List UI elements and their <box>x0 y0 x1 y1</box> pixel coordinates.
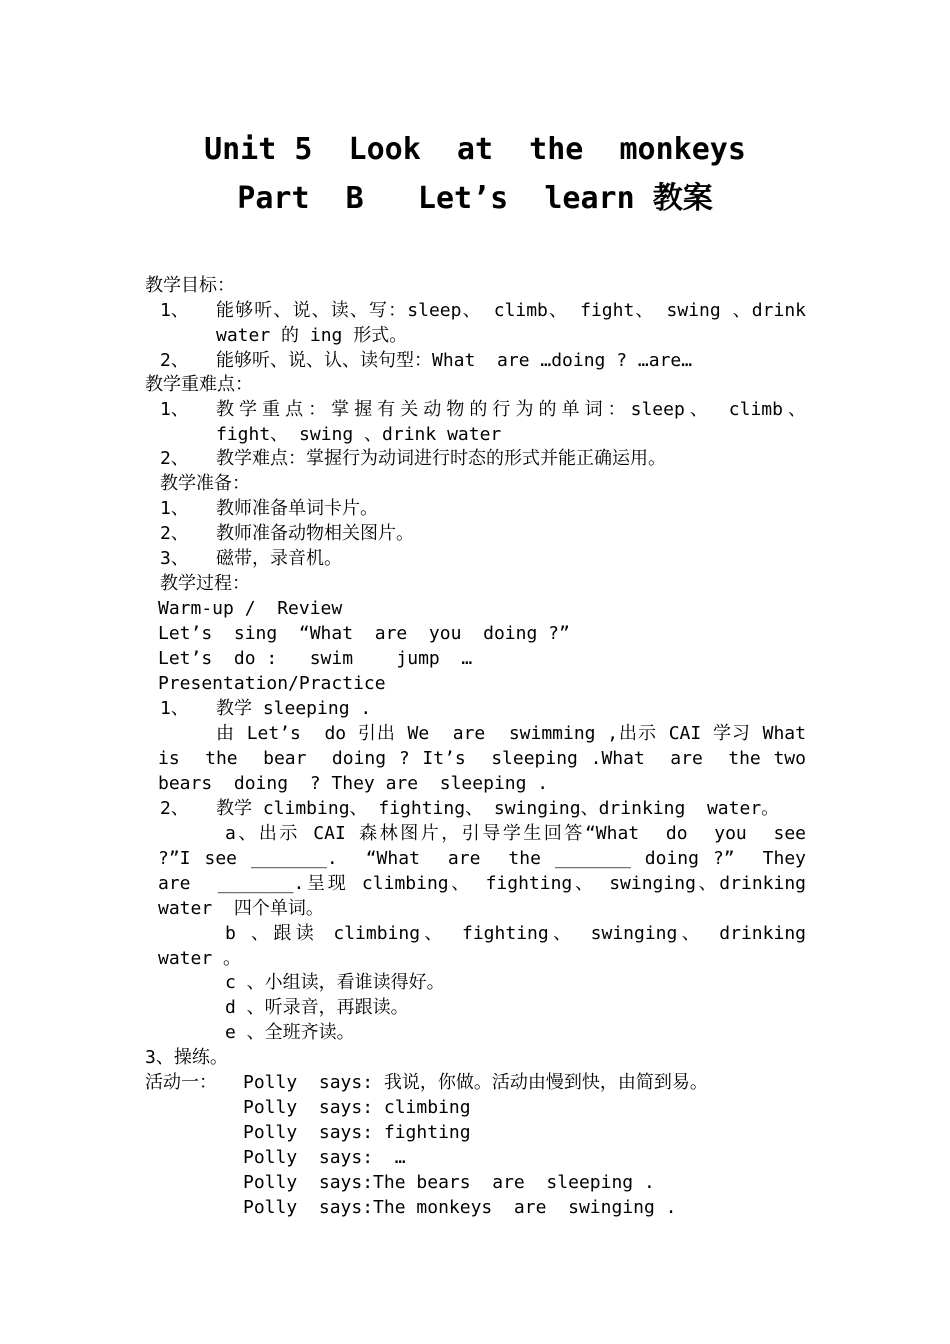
paragraph-line: bears doing ? They are sleeping . <box>158 773 549 794</box>
paragraph-line: e 、全班齐读。 <box>225 1022 355 1043</box>
paragraph-line: d 、听录音，再跟读。 <box>225 997 409 1018</box>
activity-line: Polly says: 我说，你做。活动由慢到快，由简到易。 <box>243 1072 708 1093</box>
list-number: 2、 <box>160 448 189 469</box>
list-item-text: 教学难点：掌握行为动词进行时态的形式并能正确运用。 <box>216 448 666 469</box>
list-number: 2、 <box>160 523 189 544</box>
list-item-text: water 的 ing 形式。 <box>216 325 408 346</box>
text-line: Presentation/Practice <box>158 673 386 694</box>
list-number: 1、 <box>160 300 189 321</box>
document-title-line-1: Unit 5 Look at the monkeys <box>204 132 746 167</box>
paragraph-line: is the bear doing ? It’s sleeping .What are the two <box>158 748 806 769</box>
activity-label: 活动一： <box>145 1072 217 1093</box>
heading-objectives: 教学目标： <box>145 275 235 296</box>
list-item-text: 磁带，录音机。 <box>216 548 342 569</box>
list-item-text: 教师准备动物相关图片。 <box>216 523 414 544</box>
heading-process: 教学过程： <box>160 573 250 594</box>
list-number: 2、 <box>160 798 189 819</box>
text-line: Let’s do : swim jump … <box>158 648 473 669</box>
paragraph-line: b 、跟读 climbing、 fighting、 swinging、 drinking <box>225 923 806 944</box>
list-number: 1、 <box>160 399 189 420</box>
paragraph-line: c 、小组读，看谁读得好。 <box>225 972 445 993</box>
list-item-text: 教师准备单词卡片。 <box>216 498 378 519</box>
activity-line: Polly says:The monkeys are swinging . <box>243 1197 677 1218</box>
activity-line: Polly says: climbing <box>243 1097 471 1118</box>
list-number: 1、 <box>160 698 189 719</box>
list-number: 3、 <box>160 548 189 569</box>
paragraph-line: are _______.呈现 climbing、 fighting、 swinging、drinking <box>158 873 806 894</box>
list-item-text: 能够听、说、认、读句型：What are …doing ? …are… <box>216 350 693 371</box>
paragraph-line: water 。 <box>158 948 242 969</box>
list-item-text: 教学 climbing、 fighting、 swinging、drinking water。 <box>216 798 780 819</box>
section-heading: 3、操练。 <box>145 1047 228 1068</box>
heading-key-points: 教学重难点： <box>145 374 253 395</box>
list-item-text: 教学 sleeping . <box>216 698 372 719</box>
heading-preparation: 教学准备： <box>160 473 250 494</box>
text-line: Let’s sing “What are you doing ?” <box>158 623 570 644</box>
document-title-line-2: Part B Let’s learn 教案 <box>237 181 713 216</box>
list-item-text: fight、 swing 、drink water <box>216 424 502 445</box>
text-line: Warm-up / Review <box>158 598 343 619</box>
activity-line: Polly says: … <box>243 1147 406 1168</box>
activity-line: Polly says:The bears are sleeping . <box>243 1172 655 1193</box>
list-item-text: 教学重点：掌握有关动物的行为的单词：sleep、 climb、 <box>216 399 806 420</box>
paragraph-line: ?”I see _______. “What are the _______ doing ?” They <box>158 848 806 869</box>
activity-line: Polly says: fighting <box>243 1122 471 1143</box>
paragraph-line: a、出示 CAI 森林图片，引导学生回答“What do you see <box>225 823 806 844</box>
paragraph-line: 由 Let’s do 引出 We are swimming ,出示 CAI 学习 What <box>216 723 806 744</box>
list-item-text: 能够听、说、读、写：sleep、 climb、 fight、 swing 、drink <box>216 300 806 321</box>
list-number: 2、 <box>160 350 189 371</box>
paragraph-line: water 四个单词。 <box>158 898 324 919</box>
list-number: 1、 <box>160 498 189 519</box>
